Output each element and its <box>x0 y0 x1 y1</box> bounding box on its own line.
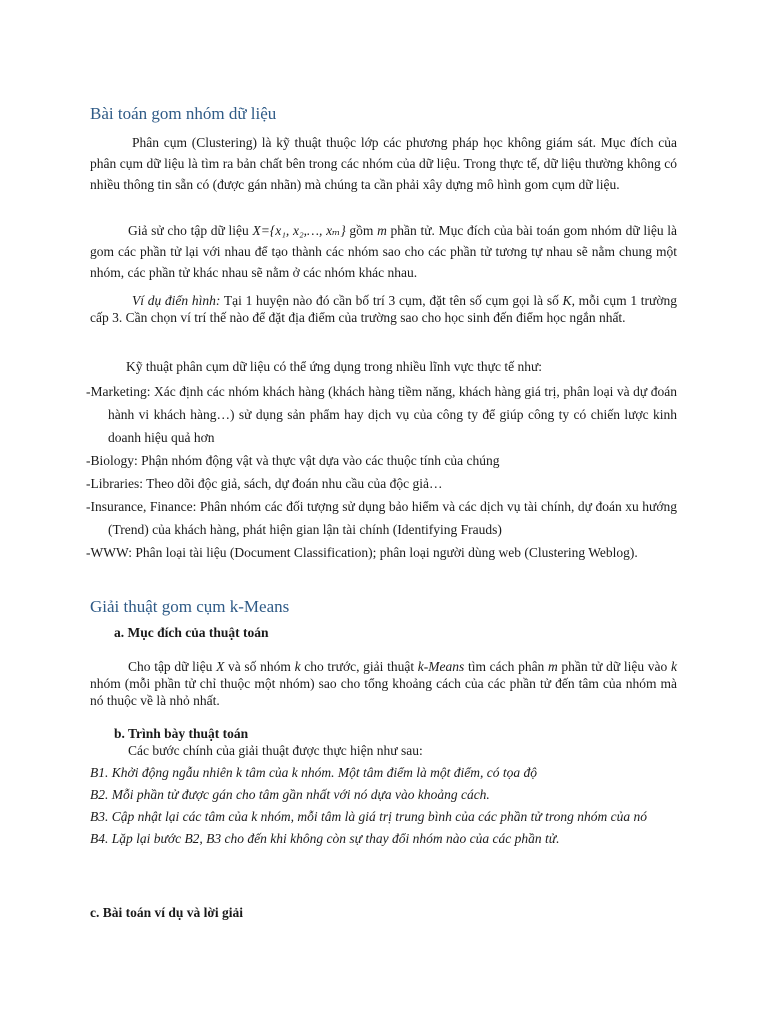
list-item: B3. Cập nhật lại các tâm của k nhóm, mỗi tâm là giá trị trung bình của các phần tử trong nhóm của nó <box>90 809 647 824</box>
list-item: -WWW: Phân loại tài liệu (Document Classification); phân loại người dùng web (Clustering Weblog). <box>86 545 638 560</box>
list-item: -Marketing: Xác định các nhóm khách hàng (khách hàng tiềm năng, khách hàng giá trị, phân loại và dự đoán hành vi khách hàng…) sử dụng sản phẩm hay dịch vụ của công ty để giúp công ty có chiến lược kinh doanh hiệu quả hơn <box>86 384 677 445</box>
paragraph-steps-intro: Các bước chính của giải thuật được thực hiện như sau: <box>128 743 423 758</box>
paragraph-example: Ví dụ điển hình: Tại 1 huyện nào đó cần bố trí 3 cụm, đặt tên số cụm gọi là số K, mỗi cụm 1 trường cấp 3. Cần chọn ví trí thế nào để đặt địa điểm của trường sao cho học sinh đến điểm học ngắn nhất. <box>90 293 677 325</box>
section-title-clustering: Bài toán gom nhóm dữ liệu <box>90 104 277 123</box>
applications-list <box>86 380 677 564</box>
dataset-notation: X={x₁, x₂,…, xₘ} <box>252 223 346 238</box>
list-item: B2. Mỗi phần tử được gán cho tâm gần nhất với nó dựa vào khoảng cách. <box>90 787 490 802</box>
paragraph-dataset: Giả sử cho tập dữ liệu X={x₁, x₂,…, xₘ} gồm m phần tử. Mục đích của bài toán gom nhóm dữ liệu là gom các phần tử lại với nhau để tạo thành các nhóm sao cho các phần tử tương tự nhau sẽ nằm chung một nhóm, các phần tử khác nhau sẽ nằm ở các nhóm khác nhau. <box>90 223 677 280</box>
list-item: -Biology: Phận nhóm động vật và thực vật dựa vào các thuộc tính của chúng <box>86 453 500 468</box>
list-item: -Insurance, Finance: Phân nhóm các đối tượng sử dụng bảo hiểm và các dịch vụ tài chính, dự đoán xu hướng (Trend) của khách hàng, phát hiện gian lận tài chính (Identifying Frauds) <box>86 499 677 537</box>
paragraph-intro: Phân cụm (Clustering) là kỹ thuật thuộc lớp các phương pháp học không giám sát. Mục đích của phân cụm dữ liệu là tìm ra bản chất bên trong các nhóm của dữ liệu. Trong thực tế, dữ liệu thường không có nhiều thông tin sẵn có (được gán nhãn) mà chúng ta cần phải xây dựng mô hình gom cụm dữ liệu. <box>90 135 677 192</box>
subheading-algorithm: b. Trình bày thuật toán <box>114 726 249 741</box>
algorithm-steps <box>90 762 677 850</box>
paragraph-kmeans-purpose: Cho tập dữ liệu X và số nhóm k cho trước, giải thuật k-Means tìm cách phân m phần tử dữ liệu vào k nhóm (mỗi phần tử chỉ thuộc một nhóm) sao cho tổng khoảng cách của các phần tử đến tâm của nhóm mà nó thuộc về là nhỏ nhất. <box>90 659 677 708</box>
section-title-kmeans: Giải thuật gom cụm k-Means <box>90 597 290 616</box>
list-item: -Libraries: Theo dõi độc giả, sách, dự đoán nhu cầu của độc giả… <box>86 476 443 491</box>
paragraph-applications-intro: Kỹ thuật phân cụm dữ liệu có thể ứng dụng trong nhiều lĩnh vực thực tế như: <box>126 359 543 374</box>
subheading-example-solution: c. Bài toán ví dụ và lời giải <box>90 905 243 920</box>
example-label: Ví dụ điển hình: <box>132 293 221 308</box>
list-item: B1. Khởi động ngẫu nhiên k tâm của k nhóm. Một tâm điểm là một điểm, có tọa độ <box>90 765 538 780</box>
subheading-purpose: a. Mục đích của thuật toán <box>114 625 269 640</box>
list-item: B4. Lặp lại bước B2, B3 cho đến khi không còn sự thay đổi nhóm nào của các phần tử. <box>90 831 560 846</box>
